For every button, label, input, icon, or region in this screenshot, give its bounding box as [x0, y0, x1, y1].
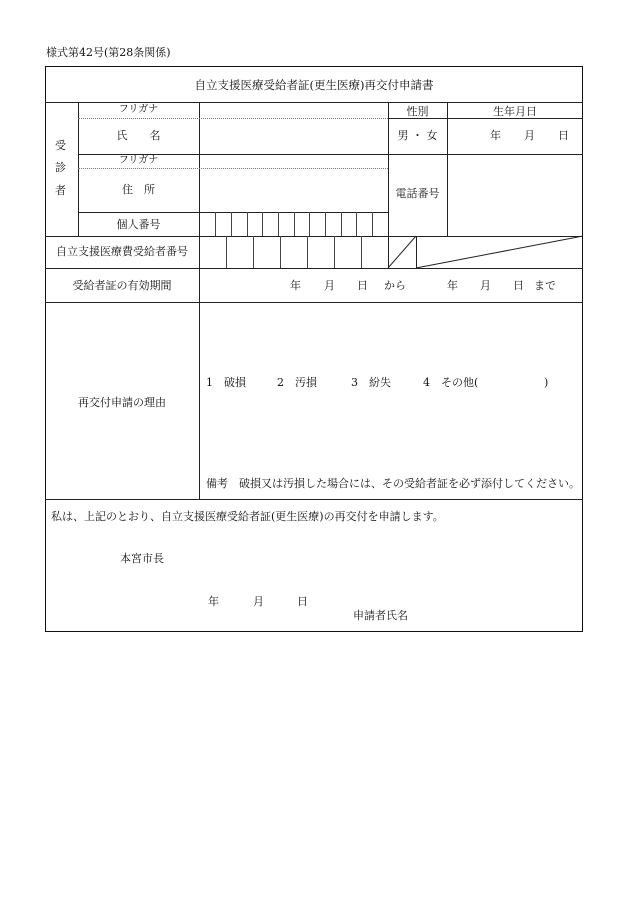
validity-from: から: [384, 279, 406, 292]
furigana-label-2: フリガナ: [118, 155, 159, 166]
validity-to-year: 年: [447, 279, 458, 292]
validity-from-day: 日: [357, 279, 368, 292]
addressee: 本宮市長: [120, 552, 164, 565]
name-label: 氏 名: [116, 129, 161, 142]
divider: [199, 302, 200, 499]
validity-to-day: 日: [513, 279, 524, 292]
validity-from-month: 月: [324, 279, 335, 292]
validity-from-year: 年: [290, 279, 301, 292]
birth-month: 月: [524, 129, 535, 142]
reason-option-soiled[interactable]: 2 汚損: [277, 376, 317, 389]
reason-option-other-close: ): [544, 376, 549, 389]
address-label: 住 所: [122, 183, 155, 196]
furigana-label: フリガナ: [118, 104, 159, 115]
phone-label: 電話番号: [395, 187, 440, 200]
reason-option-other[interactable]: 4 その他(: [423, 376, 479, 389]
form-number: 様式第42号(第28条関係): [46, 46, 171, 59]
patient-label-3: 者: [55, 184, 66, 197]
declaration-month: 月: [253, 595, 264, 608]
divider: [45, 302, 583, 303]
reason-note: 備考 破損又は汚損した場合には、その受給者証を必ず添付してください。: [206, 477, 580, 490]
validity-to-month: 月: [480, 279, 491, 292]
declaration-year: 年: [208, 595, 219, 608]
birthdate-label: 生年月日: [493, 105, 537, 118]
declaration-text: 私は、上記のとおり、自立支援医療受給者証(更生医療)の再交付を申請します。: [51, 510, 444, 523]
reason-option-lost[interactable]: 3 紛失: [351, 376, 391, 389]
sex-label: 性別: [406, 105, 429, 118]
reason-option-damaged[interactable]: 1 破損: [206, 376, 246, 389]
birth-year: 年: [490, 129, 501, 142]
declaration-day: 日: [297, 595, 308, 608]
patient-label-2: 診: [55, 161, 66, 174]
patient-label-1: 受: [55, 139, 66, 152]
divider: [45, 499, 583, 500]
reason-label: 再交付申請の理由: [78, 396, 166, 409]
sex-options[interactable]: 男 ・ 女: [397, 129, 438, 142]
personal-number-label: 個人番号: [116, 218, 161, 231]
recipient-number-label: 自立支援医療費受給者番号: [56, 245, 188, 258]
validity-until: まで: [534, 279, 556, 292]
applicant-label: 申請者氏名: [353, 609, 408, 622]
birth-day: 日: [558, 129, 569, 142]
validity-label: 受給者証の有効期間: [72, 279, 172, 292]
divider: [45, 268, 583, 269]
form-title: 自立支援医療受給者証(更生医療)再交付申請書: [194, 78, 434, 92]
